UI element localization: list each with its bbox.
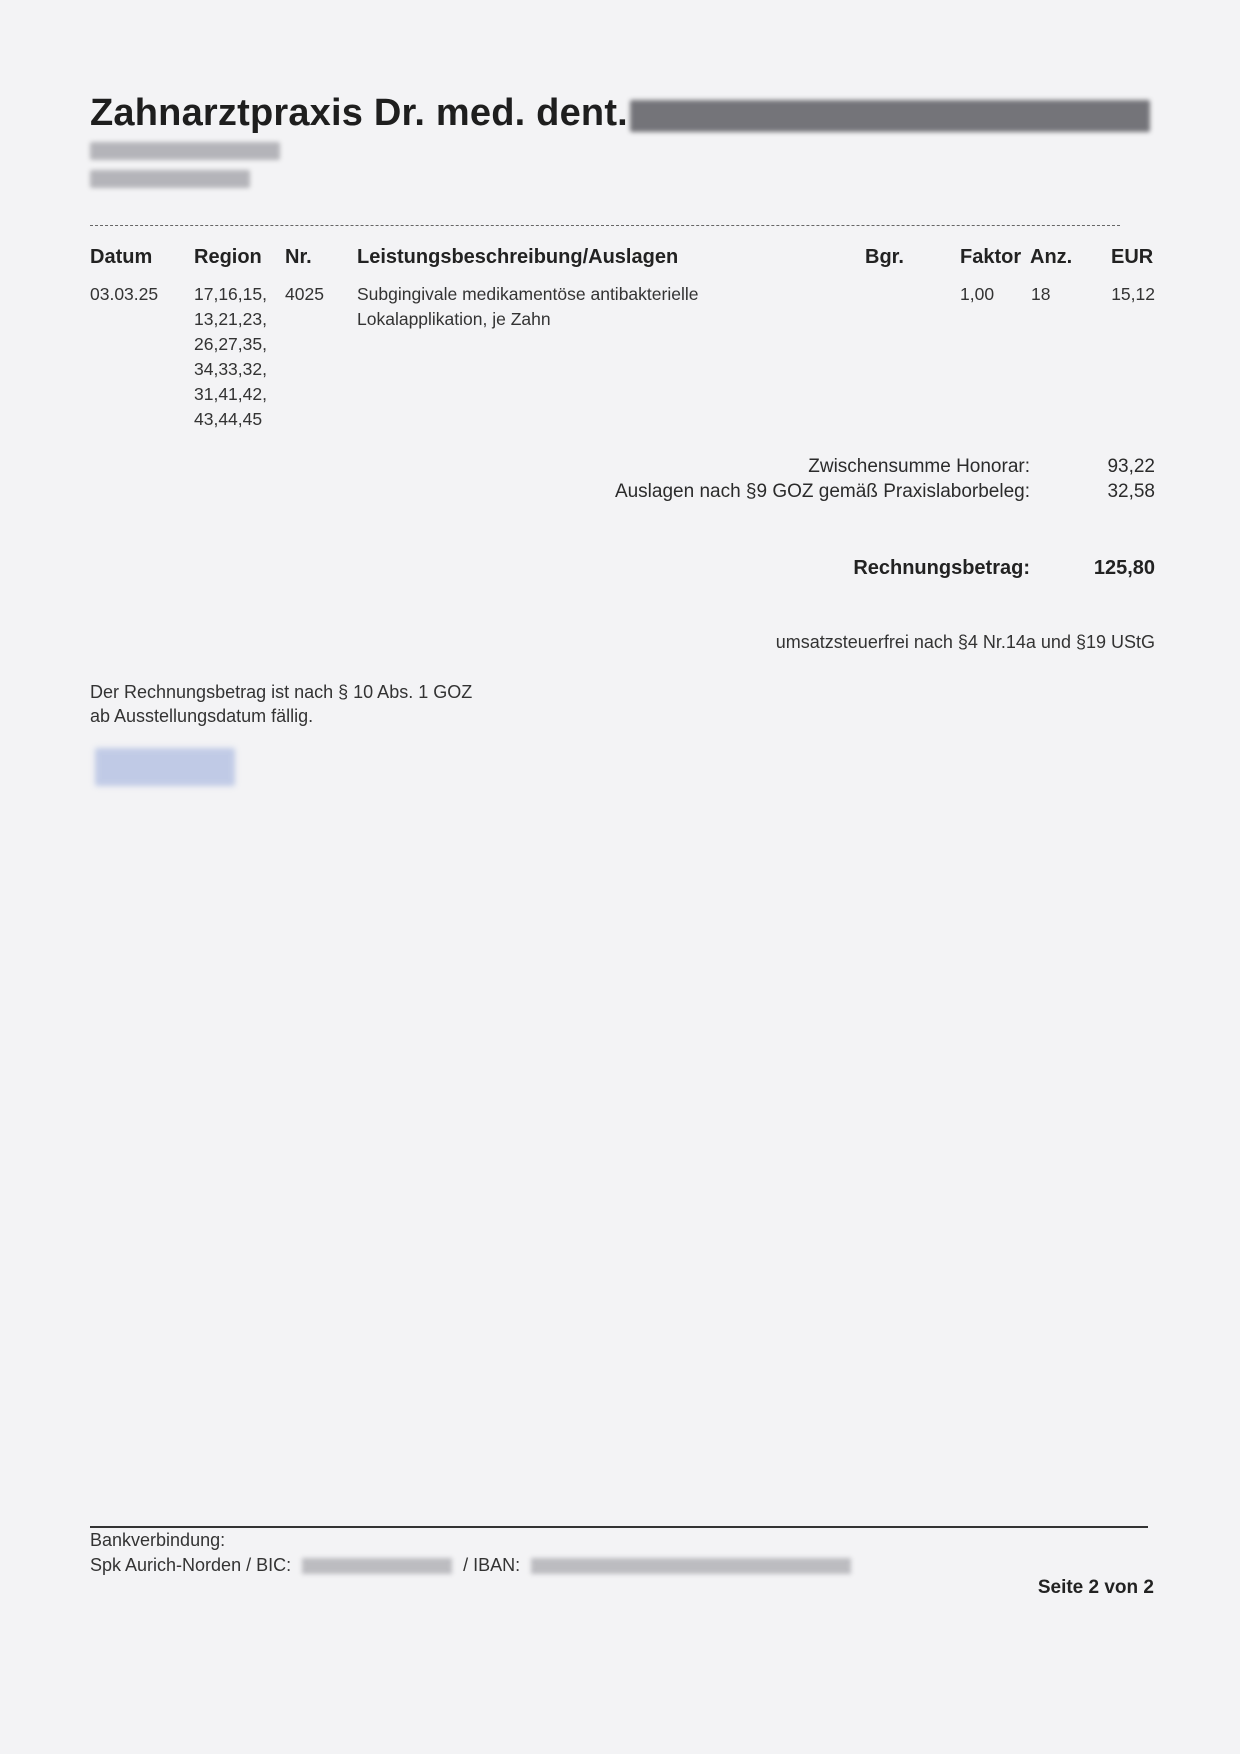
redacted-bic — [302, 1558, 452, 1574]
header-divider — [90, 225, 1120, 226]
col-header-bgr: Bgr. — [865, 246, 904, 268]
bank-prefix: Spk Aurich-Norden / BIC: — [90, 1555, 292, 1575]
redacted-practice-owner — [630, 100, 1150, 132]
col-header-faktor: Faktor — [960, 246, 1022, 268]
region-line: 34,33,32, — [194, 359, 267, 379]
due-note-line: ab Ausstellungsdatum fällig. — [90, 706, 314, 726]
region-line: 43,44,45 — [194, 409, 263, 429]
region-line: 17,16,15, — [194, 284, 267, 304]
col-header-description: Leistungsbeschreibung/Auslagen — [357, 246, 679, 268]
redacted-street — [90, 142, 280, 160]
tax-note: umsatzsteuerfrei nach §4 Nr.14a und §19 UStG — [775, 632, 1155, 652]
row-nr: 4025 — [285, 284, 324, 304]
page-number: Seite 2 von 2 — [1037, 1577, 1154, 1598]
due-note-line: Der Rechnungsbetrag ist nach § 10 Abs. 1 GOZ — [90, 682, 473, 702]
col-header-region: Region — [194, 246, 262, 268]
redacted-city — [90, 170, 250, 188]
subtotal-label: Zwischensumme Honorar: — [808, 456, 1030, 477]
total-label: Rechnungsbetrag: — [853, 557, 1030, 579]
redacted-iban — [531, 1558, 851, 1574]
row-region — [194, 282, 267, 432]
expenses-value: 32,58 — [1107, 481, 1155, 502]
row-datum: 03.03.25 — [90, 284, 159, 304]
col-header-nr: Nr. — [285, 246, 312, 268]
description-line: Subgingivale medikamentöse antibakterielle — [357, 284, 699, 304]
col-header-datum: Datum — [90, 246, 153, 268]
row-description — [357, 282, 698, 332]
bank-label: Bankverbindung: — [90, 1530, 226, 1550]
iban-label: / IBAN: — [463, 1555, 521, 1575]
total-value: 125,80 — [1093, 557, 1155, 579]
col-header-anz: Anz. — [1030, 246, 1073, 268]
region-line: 13,21,23, — [194, 309, 267, 329]
row-eur: 15,12 — [1111, 284, 1155, 304]
subtotal-value: 93,22 — [1107, 456, 1155, 477]
region-line: 31,41,42, — [194, 384, 267, 404]
footer-divider — [90, 1526, 1148, 1528]
bank-details — [90, 1555, 851, 1576]
practice-title: Zahnarztpraxis Dr. med. dent. — [90, 92, 628, 134]
due-note — [90, 680, 570, 728]
description-line: Lokalapplikation, je Zahn — [357, 309, 551, 329]
region-line: 26,27,35, — [194, 334, 267, 354]
col-header-eur: EUR — [1111, 246, 1154, 268]
expenses-label: Auslagen nach §9 GOZ gemäß Praxislaborbeleg: — [614, 481, 1030, 502]
row-anz: 18 — [1031, 284, 1051, 304]
redacted-signature — [95, 748, 235, 786]
row-faktor: 1,00 — [960, 284, 995, 304]
